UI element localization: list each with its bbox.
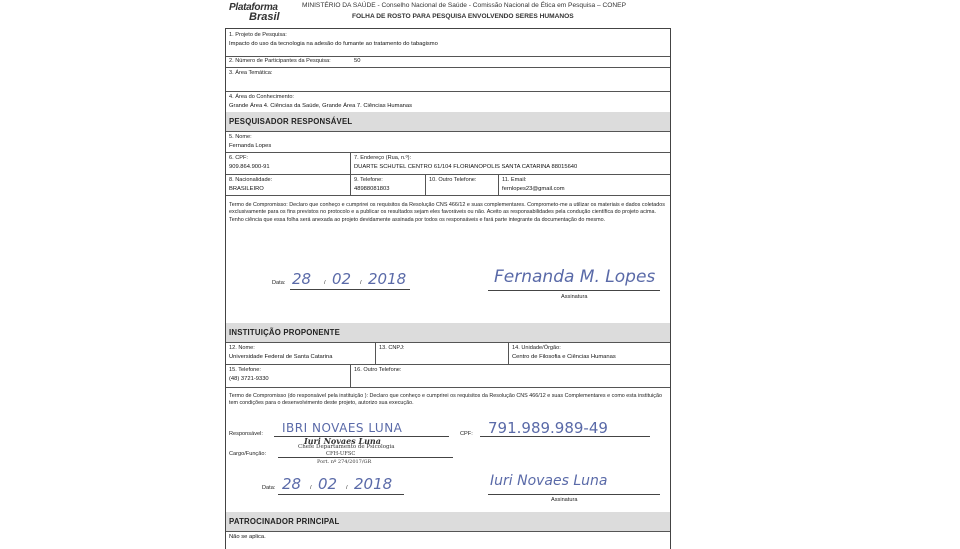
unit-label: 14. Unidade/Órgão:	[512, 345, 561, 351]
institution-other-phone-cell	[350, 364, 671, 387]
stamp-role: Chefe Departamento de Psicologia	[298, 444, 395, 450]
participants-label: 2. Número de Participantes da Pesquisa:	[229, 58, 331, 64]
phone-label: 9. Telefone:	[354, 177, 383, 183]
project-label: 1. Projeto de Pesquisa:	[229, 32, 287, 38]
nationality-value: BRASILEIRO	[229, 186, 264, 192]
cnpj-cell	[375, 342, 509, 364]
researcher-date-label: Data:	[272, 280, 286, 286]
address-cell	[350, 152, 671, 174]
researcher-commitment-block: Termo de Compromisso: Declaro que conheço e cumprirei os requisitos da Resolução CNS 466/12 e suas complementares. Comprometo-me a utilizar os materiais e dados coletados exclusivamente para os fins previstos no protocolo e a publicar os resultados sejam eles favoráveis ou não. Aceito as responsabilidades pela condução científica do projeto acima. Tenho ciência que essa folha será anexada ao projeto devidamente assinada por todos os responsáveis e fará parte integrante da documentação do mesmo. Data: 28 / 02 / 2018 Fernanda M. Lopes Assinatura	[226, 195, 670, 324]
participants-value: 50	[354, 58, 361, 64]
institution-signature: Iuri Novaes Luna	[490, 473, 608, 489]
institution-date-year: 2018	[354, 475, 393, 493]
address-value: DUARTE SCHUTEL CENTRO 61/104 FLORIANOPOLIS SANTA CATARINA 88015640	[354, 164, 578, 170]
institution-cpf-handwritten: 791.989.989-49	[488, 419, 608, 437]
phone-value: 48988081803	[354, 186, 390, 192]
field-institution	[226, 342, 670, 365]
institution-cpf-line	[480, 436, 650, 437]
field-contact	[226, 174, 670, 196]
cargo-line	[278, 457, 453, 458]
researcher-date-day: 28	[292, 270, 312, 288]
cnpj-label: 13. CNPJ:	[379, 345, 405, 351]
institution-phone-label: 15. Telefone:	[229, 367, 261, 373]
name-label: 5. Nome:	[229, 134, 252, 140]
section-sponsor-title: PATROCINADOR PRINCIPAL	[229, 517, 340, 526]
researcher-signature: Fernanda M. Lopes	[494, 267, 656, 287]
knowledge-area-value: Grande Área 4. Ciências da Saúde, Grande Área 7. Ciências Humanas	[229, 103, 413, 109]
sponsor-value: Não se aplica.	[229, 534, 266, 540]
ministry-header: MINISTÉRIO DA SAÚDE - Conselho Nacional de Saúde - Comissão Nacional de Ética em Pesquisa – CONEP	[302, 2, 626, 9]
knowledge-area-label: 4. Área do Conhecimento:	[229, 94, 294, 100]
responsible-handwritten: IBRI NOVAES LUNA	[282, 421, 403, 435]
project-value: Impacto do uso da tecnologia na adesão do fumante ao tratamento do tabagismo	[229, 41, 438, 47]
section-researcher	[226, 112, 670, 132]
stamp-name: Iuri Novaes Luna	[304, 436, 381, 446]
responsible-label: Responsável:	[229, 431, 263, 437]
stamp-unit: CFH-UFSC	[326, 451, 356, 457]
section-institution-title: INSTITUIÇÃO PROPONENTE	[229, 328, 340, 337]
field-name	[226, 131, 670, 153]
researcher-date-year: 2018	[368, 270, 407, 288]
institution-date-line	[278, 494, 404, 495]
cargo-label: Cargo/Função:	[229, 451, 267, 457]
email-value: fernlopes23@gmail.com	[502, 186, 565, 192]
form-frame	[225, 28, 671, 549]
other-phone-cell	[425, 174, 499, 195]
institution-signature-line	[488, 494, 660, 495]
institution-date-label: Data:	[262, 485, 276, 491]
researcher-date-line	[290, 289, 410, 290]
field-thematic-area	[226, 67, 670, 92]
researcher-signature-label: Assinatura	[561, 294, 588, 300]
researcher-signature-line	[488, 290, 660, 291]
field-project	[226, 29, 670, 57]
researcher-date-month: 02	[332, 270, 352, 288]
form-title: FOLHA DE ROSTO PARA PESQUISA ENVOLVENDO SERES HUMANOS	[352, 13, 574, 20]
logo-bottom-text: Brasil	[249, 11, 280, 23]
institution-commitment-block: Termo de Compromisso (do responsável pela instituição ): Declaro que conheço e cumprirei os requisitos da Resolução CNS 466/12 e suas Complementares e como esta instituição tem condições para o desenvolvimento deste projeto, autorizo sua execução. Responsável: IBRI NOVAES LUNA Iuri Novaes Luna Chefe Departamento de Psicologia CFH-UFSC Port. nº 274/2017/GR Cargo/Função: CPF: 791.989.989-49 Data: 28 / 02 / 2018 Iuri Novaes Luna Assinatura	[226, 387, 670, 513]
institution-cpf-label: CPF:	[460, 431, 473, 437]
institution-other-phone-label: 16. Outro Telefone:	[354, 367, 402, 373]
nationality-label: 8. Nacionalidade:	[229, 177, 273, 183]
stamp-port: Port. nº 274/2017/GR	[317, 459, 372, 465]
unit-value: Centro de Filosofia e Ciências Humanas	[512, 354, 616, 360]
researcher-commitment-text: Termo de Compromisso: Declaro que conheço e cumprirei os requisitos da Resolução CNS 466/12 e suas complementares. Comprometo-me a utilizar os materiais e dados coletados exclusivamente para os fins previstos no protocolo e a publicar os resultados sejam eles favoráveis ou não. Aceito as responsabilidades pela condução científica do projeto acima. Tenho ciência que essa folha será anexada ao projeto devidamente assinada por todos os responsáveis e fará parte integrante da documentação do mesmo.	[229, 202, 665, 223]
plataforma-brasil-logo	[229, 2, 299, 24]
section-sponsor	[226, 512, 670, 532]
institution-commitment-text: Termo de Compromisso (do responsável pela instituição ): Declaro que conheço e cumprirei os requisitos da Resolução CNS 466/12 e suas Complementares e como esta instituição tem condições para o desenvolvimento deste projeto, autorizo sua execução.	[229, 393, 662, 407]
other-phone-label: 10. Outro Telefone:	[429, 177, 477, 183]
field-institution-phone	[226, 364, 670, 388]
institution-date-day: 28	[282, 475, 302, 493]
institution-name-value: Universidade Federal de Santa Catarina	[229, 354, 333, 360]
section-researcher-title: PESQUISADOR RESPONSÁVEL	[229, 117, 353, 126]
cpf-value: 909.864.900-91	[229, 164, 270, 170]
phone-cell	[350, 174, 426, 195]
field-knowledge-area	[226, 91, 670, 113]
institution-signature-label: Assinatura	[551, 497, 578, 503]
institution-phone-value: (48) 3721-9330	[229, 376, 269, 382]
unit-cell	[508, 342, 671, 364]
institution-date-month: 02	[318, 475, 338, 493]
cpf-label: 6. CPF:	[229, 155, 248, 161]
email-label: 11. Email:	[502, 177, 527, 183]
section-institution	[226, 323, 670, 343]
institution-name-label: 12. Nome:	[229, 345, 255, 351]
field-cpf-address	[226, 152, 670, 175]
email-cell	[498, 174, 671, 195]
thematic-area-label: 3. Área Temática:	[229, 70, 273, 76]
address-label: 7. Endereço (Rua, n.º):	[354, 155, 412, 161]
logo-top-text: Plataforma	[229, 2, 278, 13]
name-value: Fernanda Lopes	[229, 143, 272, 149]
